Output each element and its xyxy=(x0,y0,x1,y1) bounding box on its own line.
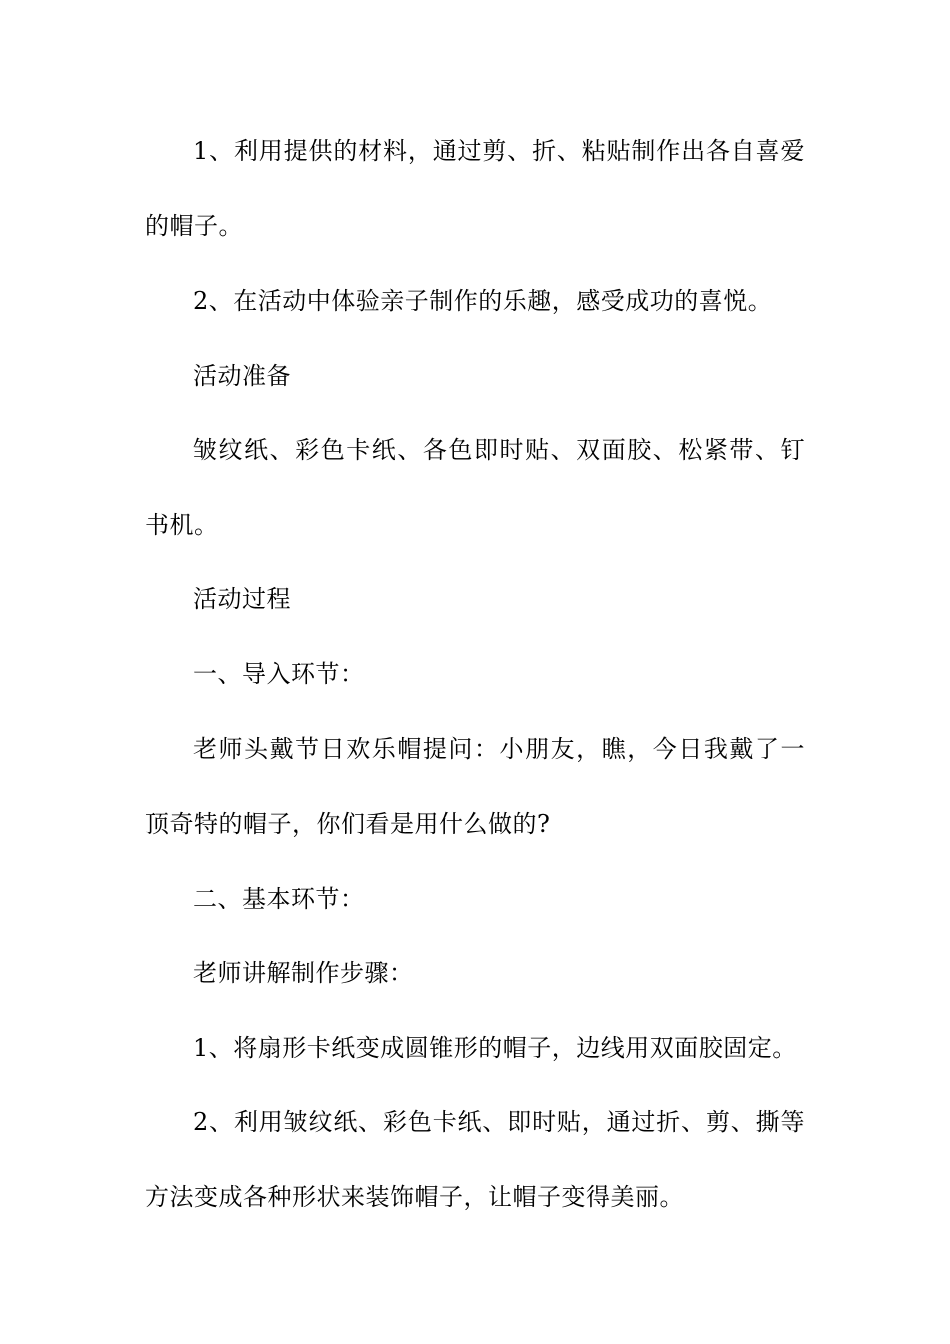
step-2-paragraph: 2、利用皱纹纸、彩色卡纸、即时贴，通过折、剪、撕等方法变成各种形状来装饰帽子，让帽子变得美丽。 xyxy=(145,1108,805,1211)
step-heading-intro: 一、导入环节： xyxy=(193,660,365,688)
goal-1-paragraph: 1、利用提供的材料，通过剪、折、粘贴制作出各自喜爱的帽子。 xyxy=(145,137,805,240)
teacher-explains-paragraph: 老师讲解制作步骤： xyxy=(193,959,414,987)
step-1-paragraph: 1、将扇形卡纸变成圆锥形的帽子，边线用双面胶固定。 xyxy=(193,1034,797,1062)
materials-paragraph: 皱纹纸、彩色卡纸、各色即时贴、双面胶、松紧带、钉书机。 xyxy=(145,436,805,539)
section-heading-process: 活动过程 xyxy=(193,585,291,613)
goal-2-paragraph: 2、在活动中体验亲子制作的乐趣，感受成功的喜悦。 xyxy=(193,287,773,315)
section-heading-preparation: 活动准备 xyxy=(193,362,291,390)
step-heading-basic: 二、基本环节： xyxy=(193,885,365,913)
intro-paragraph: 老师头戴节日欢乐帽提问：小朋友，瞧，今日我戴了一顶奇特的帽子，你们看是用什么做的? xyxy=(145,735,805,838)
